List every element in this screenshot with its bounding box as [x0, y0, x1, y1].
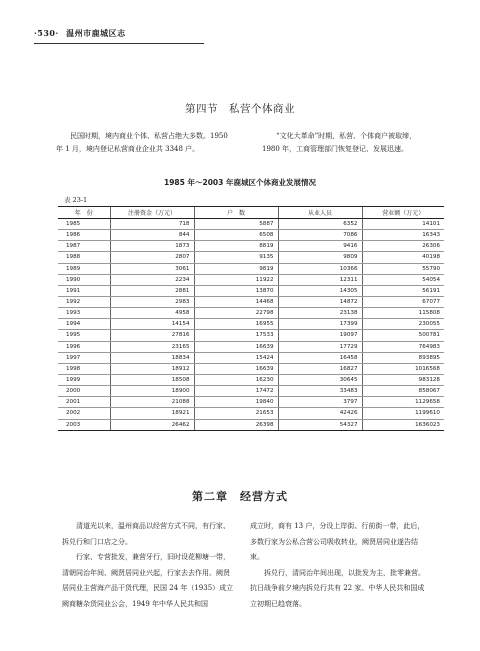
header-employees: 从业人员 — [278, 207, 362, 219]
cell-turnover: 115808 — [362, 308, 444, 319]
cell-registered-capital: 18834 — [110, 352, 194, 363]
chapter-paragraph: 清道光以来，温州商品以经营方式不同，有行家、拆兑行和门口店之分。 — [62, 522, 230, 546]
cell-employees: 23138 — [278, 308, 362, 319]
book-title: 温州市鹿城区志 — [66, 28, 126, 38]
cell-turnover: 67077 — [362, 296, 444, 307]
cell-turnover: 56191 — [362, 285, 444, 296]
page-header — [34, 28, 204, 44]
cell-registered-capital: 2881 — [110, 285, 194, 296]
table-row — [58, 285, 444, 296]
cell-turnover: 1636023 — [362, 419, 444, 430]
table-row — [58, 230, 444, 241]
cell-registered-capital: 4958 — [110, 308, 194, 319]
cell-year: 1987 — [58, 241, 110, 252]
cell-households: 9819 — [194, 263, 278, 274]
intro-right-paragraph — [262, 130, 447, 156]
cell-households: 11922 — [194, 274, 278, 285]
cell-turnover: 1129658 — [362, 397, 444, 408]
cell-registered-capital: 18921 — [110, 408, 194, 419]
cell-registered-capital: 3061 — [110, 263, 194, 274]
cell-employees: 54327 — [278, 419, 362, 430]
cell-year: 1997 — [58, 352, 110, 363]
intro-left-paragraph: 民国时期，境内商业个体、私营占绝大多数。1950 年 1 月，境内登记私营商业企业共 3348 户。 — [56, 132, 228, 153]
cell-households: 15424 — [194, 352, 278, 363]
table-row — [58, 341, 444, 352]
cell-employees: 14305 — [278, 285, 362, 296]
table-row — [58, 296, 444, 307]
cell-year: 1988 — [58, 252, 110, 263]
cell-year: 1986 — [58, 230, 110, 241]
cell-registered-capital: 21088 — [110, 397, 194, 408]
cell-turnover: 764983 — [362, 341, 444, 352]
cell-households: 17472 — [194, 386, 278, 397]
table-row — [58, 241, 444, 252]
cell-year: 2000 — [58, 386, 110, 397]
cell-year: 1996 — [58, 341, 110, 352]
cell-households: 21653 — [194, 408, 278, 419]
cell-households: 6508 — [194, 230, 278, 241]
header-year: 年 份 — [58, 207, 110, 219]
cell-employees: 17399 — [278, 319, 362, 330]
cell-registered-capital: 844 — [110, 230, 194, 241]
cell-registered-capital: 18900 — [110, 386, 194, 397]
cell-employees: 6352 — [278, 219, 362, 230]
intro-right-line-2: 1980 年，工商管理部门恢复登记、发展迅速。 — [262, 145, 409, 153]
cell-registered-capital: 2807 — [110, 252, 194, 263]
table-title: 1985 年～2003 年鹿城区个体商业发展情况 — [164, 178, 316, 187]
chapter-paragraph: 拆兑行，清同治年间出现，以批发为主，批零兼营。抗日战争前夕境内拆兑行共有 22 家、中华人民共和国成立初期已趋衰落。 — [250, 568, 425, 608]
cell-turnover: 26306 — [362, 241, 444, 252]
cell-households: 14468 — [194, 296, 278, 307]
cell-turnover: 230055 — [362, 319, 444, 330]
cell-year: 2003 — [58, 419, 110, 430]
cell-employees: 30645 — [278, 374, 362, 385]
chapter-title: 第二章 经营方式 — [192, 490, 288, 503]
cell-year: 1991 — [58, 285, 110, 296]
cell-turnover: 54054 — [362, 274, 444, 285]
cell-employees: 42426 — [278, 408, 362, 419]
table-row — [58, 263, 444, 274]
cell-employees: 3797 — [278, 397, 362, 408]
table-row — [58, 308, 444, 319]
cell-households: 16639 — [194, 341, 278, 352]
table-row — [58, 319, 444, 330]
table-row — [58, 386, 444, 397]
chapter-left-column — [62, 519, 234, 612]
cell-registered-capital: 23165 — [110, 341, 194, 352]
cell-year: 1985 — [58, 219, 110, 230]
chapter-right-column — [250, 519, 430, 612]
cell-turnover: 893895 — [362, 352, 444, 363]
cell-households: 22798 — [194, 308, 278, 319]
cell-turnover: 16343 — [362, 230, 444, 241]
cell-year: 1989 — [58, 263, 110, 274]
cell-year: 2002 — [58, 408, 110, 419]
cell-turnover: 14101 — [362, 219, 444, 230]
table-label: 表 23-1 — [64, 196, 88, 204]
section-title: 第四节 私营个体商业 — [185, 103, 295, 115]
cell-employees: 9416 — [278, 241, 362, 252]
table-row — [58, 330, 444, 341]
chapter-paragraph: 成立时，商有 13 户，分设上岸街、行前街一带，此后，多数行家为公私合营公司吸收转业，阙贤居同业遂告结束。 — [250, 522, 425, 561]
cell-households: 16639 — [194, 363, 278, 374]
cell-turnover: 55790 — [362, 263, 444, 274]
cell-employees: 14872 — [278, 296, 362, 307]
cell-employees: 9809 — [278, 252, 362, 263]
table-row — [58, 352, 444, 363]
cell-households: 16955 — [194, 319, 278, 330]
table-row — [58, 374, 444, 385]
table-header-row — [58, 207, 444, 219]
cell-households: 9135 — [194, 252, 278, 263]
cell-employees: 17729 — [278, 341, 362, 352]
intro-right-line-1: “文化大革命”时期，私营、个体商户被取缔， — [276, 132, 417, 140]
cell-households: 13870 — [194, 285, 278, 296]
table-row — [58, 219, 444, 230]
cell-employees: 16827 — [278, 363, 362, 374]
cell-turnover: 40198 — [362, 252, 444, 263]
cell-registered-capital: 1873 — [110, 241, 194, 252]
cell-households: 5887 — [194, 219, 278, 230]
header-households: 户 数 — [194, 207, 278, 219]
cell-employees: 33483 — [278, 386, 362, 397]
cell-employees: 10366 — [278, 263, 362, 274]
table-row — [58, 363, 444, 374]
cell-employees: 7086 — [278, 230, 362, 241]
cell-registered-capital: 2234 — [110, 274, 194, 285]
table-row — [58, 419, 444, 430]
cell-registered-capital: 18508 — [110, 374, 194, 385]
cell-year: 1993 — [58, 308, 110, 319]
cell-year: 2001 — [58, 397, 110, 408]
cell-year: 1992 — [58, 296, 110, 307]
header-registered-capital: 注册资金（万元） — [110, 207, 194, 219]
cell-registered-capital: 2983 — [110, 296, 194, 307]
cell-employees: 19097 — [278, 330, 362, 341]
cell-registered-capital: 18912 — [110, 363, 194, 374]
chapter-paragraph: 行家、专营批发，兼营牙行，旧时设花柳塘一带，清朝同治年间、阙贤居同业兴起，行家去去作用。阙贤居同业主营海产品干货代理，民国 24 年（1935）成立阙商糖杂货同业公会，1949 年中华人民共和国 — [62, 553, 234, 608]
cell-turnover: 1199610 — [362, 408, 444, 419]
cell-turnover: 500781 — [362, 330, 444, 341]
cell-households: 17533 — [194, 330, 278, 341]
cell-registered-capital: 14154 — [110, 319, 194, 330]
table-row — [58, 397, 444, 408]
table-row — [58, 408, 444, 419]
cell-households: 8819 — [194, 241, 278, 252]
table-row — [58, 274, 444, 285]
cell-year: 1999 — [58, 374, 110, 385]
cell-households: 16230 — [194, 374, 278, 385]
cell-turnover: 858067 — [362, 386, 444, 397]
cell-registered-capital: 718 — [110, 219, 194, 230]
cell-households: 26398 — [194, 419, 278, 430]
cell-registered-capital: 26462 — [110, 419, 194, 430]
cell-year: 1994 — [58, 319, 110, 330]
cell-registered-capital: 27816 — [110, 330, 194, 341]
cell-year: 1998 — [58, 363, 110, 374]
cell-households: 19840 — [194, 397, 278, 408]
cell-year: 1990 — [58, 274, 110, 285]
cell-year: 1995 — [58, 330, 110, 341]
page-number: ·530· — [34, 28, 59, 38]
table-row — [58, 252, 444, 263]
cell-turnover: 1016568 — [362, 363, 444, 374]
header-turnover: 营业额（万元） — [362, 207, 444, 219]
cell-turnover: 983128 — [362, 374, 444, 385]
business-statistics-table — [58, 206, 444, 431]
cell-employees: 16458 — [278, 352, 362, 363]
cell-employees: 12311 — [278, 274, 362, 285]
